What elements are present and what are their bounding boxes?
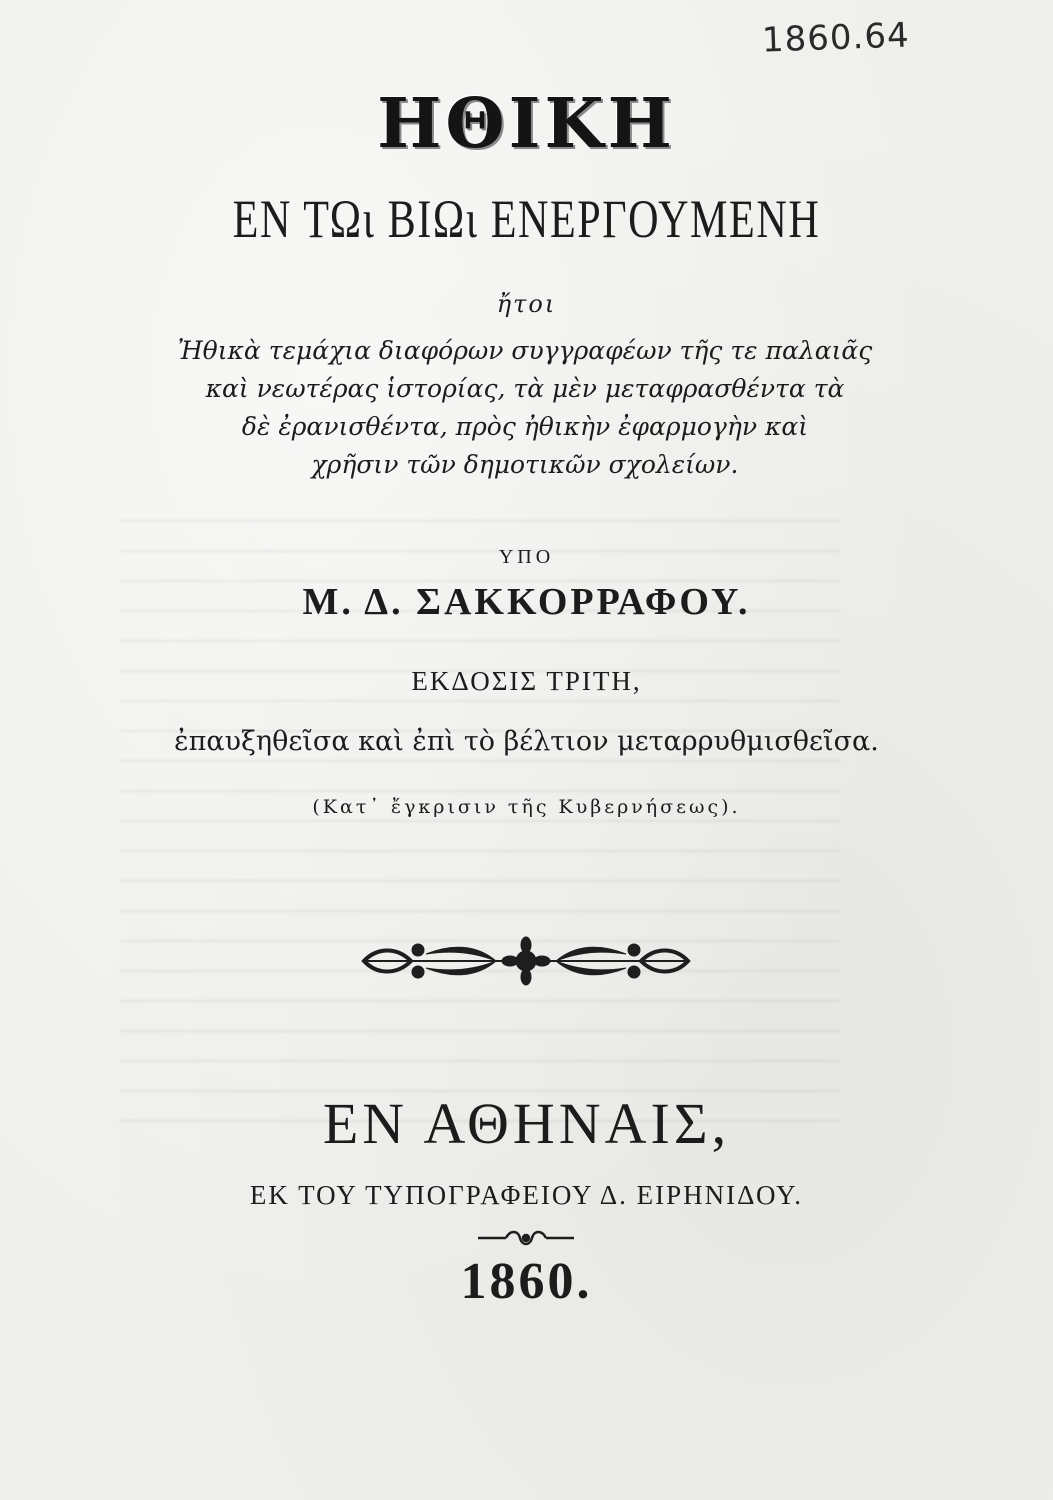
book-subtitle: ΕΝ ΤΩι ΒΙΩι ΕΝΕΡΓΟΥΜΕΝΗ <box>232 189 821 249</box>
decorative-rule-icon <box>476 1226 576 1250</box>
floral-ornament-icon <box>356 936 696 986</box>
description-line: δὲ ἐρανισθέντα, πρὸς ἠθικὴν ἐφαρμογὴν καὶ <box>241 412 809 441</box>
handwritten-shelfmark: 1860.64 <box>761 15 911 61</box>
conjunction-line: ἤτοι <box>496 290 557 318</box>
description-line: καὶ νεωτέρας ἱστορίας, τὰ μὲν μεταφρασθέντα τὰ <box>205 374 845 403</box>
publication-place: ΕΝ ΑΘΗΝΑΙΣ, <box>322 1091 731 1156</box>
by-label: ΥΠΟ <box>498 546 555 568</box>
author-name: Μ. Δ. ΣΑΚΚΟΡΡΑΦΟΥ. <box>302 581 751 623</box>
book-title: ΗΘΙΚΗ <box>377 84 676 164</box>
description-line: χρῆσιν τῶν δημοτικῶν σχολείων. <box>311 450 739 479</box>
augmentation-note: ἐπαυξηθεῖσα καὶ ἐπὶ τὸ βέλτιον μεταρρυθμισθεῖσα. <box>174 726 879 757</box>
edition-statement: ΕΚΔΟΣΙΣ ΤΡΙΤΗ, <box>411 666 642 696</box>
publication-year: 1860. <box>460 1253 593 1310</box>
description-block <box>100 332 950 484</box>
approval-note: (Κατ᾽ ἔγκρισιν τῆς Κυβερνήσεως). <box>312 796 741 818</box>
description-line: Ἠθικὰ τεμάχια διαφόρων συγγραφέων τῆς τε παλαιᾶς <box>177 336 873 365</box>
printer-name: ΕΚ ΤΟΥ ΤΥΠΟΓΡΑΦΕΙΟΥ Δ. ΕΙΡΗΝΙΔΟΥ. <box>249 1180 804 1210</box>
